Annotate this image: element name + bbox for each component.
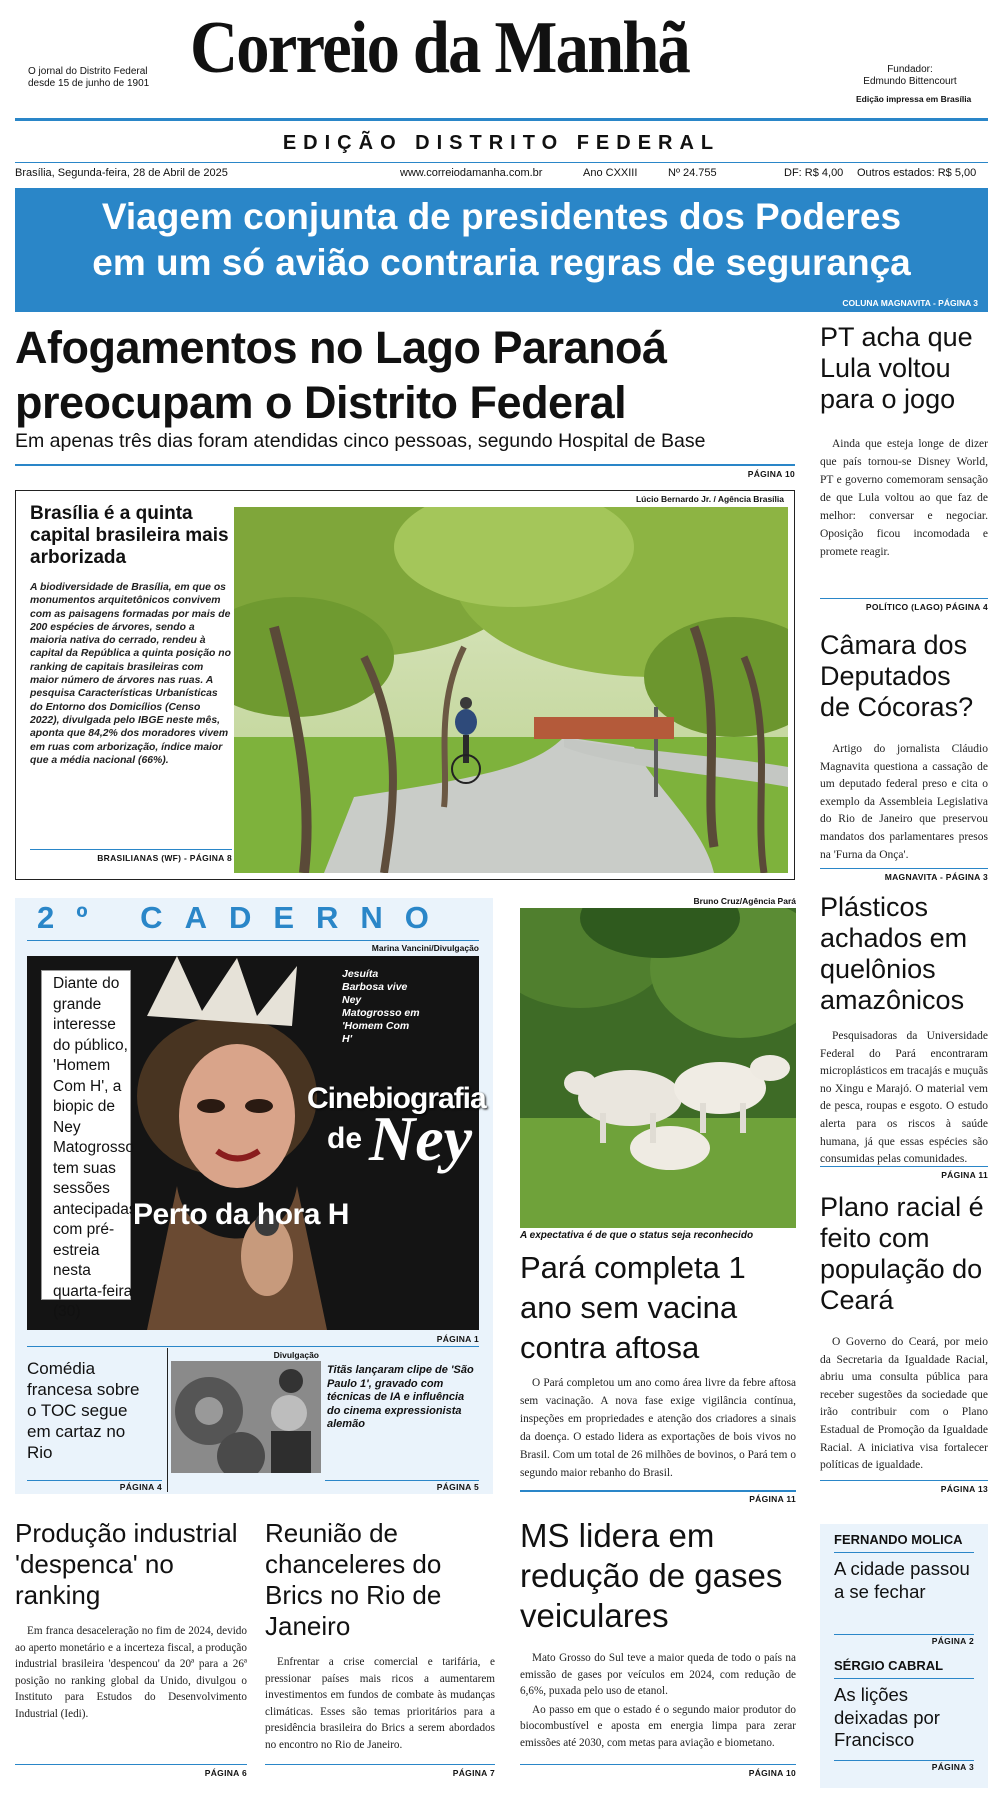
lead-ref: PÁGINA 10 <box>747 469 795 479</box>
banner-headline[interactable] <box>15 188 988 312</box>
lead-line2: preocupam o Distrito Federal <box>15 377 627 428</box>
para-title[interactable]: Pará completa 1 ano sem vacina contra aftosa <box>520 1250 746 1365</box>
caderno-sub1-ref: PÁGINA 4 <box>119 1482 162 1492</box>
columnists-box <box>820 1524 988 1788</box>
caderno-intro: Diante do grande interesse do público, 'Homem Com H', a biopic de Ney Matogrosso tem suas sessões antecipadas com pré-estreia nesta quarta-feira (30) <box>53 975 137 1320</box>
feature-ref: BRASILIANAS (WF) - PÁGINA 8 <box>97 853 232 863</box>
side-rule-4 <box>820 1480 988 1481</box>
caderno-caption: Jesuíta Barbosa vive Ney Matogrosso em 'Homem Com H' <box>342 968 420 1045</box>
caderno-sub2-text[interactable]: Titãs lançaram clipe de 'São Paulo 1', gravado com técnicas de IA e influência do cinema expressionista alemão <box>327 1364 474 1430</box>
caderno-sub2-credit: Divulgação <box>273 1350 319 1360</box>
side-article-2-ref: MAGNAVITA - PÁGINA 3 <box>884 872 988 882</box>
caderno-sub2-rule <box>325 1480 479 1481</box>
para-ref: PÁGINA 11 <box>749 1494 796 1504</box>
lead-subtitle: Em apenas três dias foram atendidas cinco pessoas, segundo Hospital de Base <box>15 430 706 452</box>
banner-line1: Viagem conjunta de presidentes dos Poderes <box>101 196 902 237</box>
park-photo-image <box>234 507 788 873</box>
side-article-1-body: Ainda que esteja longe de dizer que país tornou-se Disney World, PT e governo comemoram sensação de que Lula voltou ao que faz de melhor: conversar e negociar. Oposição ficou incomodada e promete reagir. <box>820 438 988 558</box>
tagline-line2: desde 15 de junho de 1901 <box>28 78 150 89</box>
caderno-section[interactable] <box>15 898 493 1494</box>
side-article-3[interactable] <box>820 892 988 1169</box>
caderno-sub1-title[interactable]: Comédia francesa sobre o TOC segue em cartaz no Rio <box>27 1359 140 1462</box>
caderno-headline-2: de <box>327 1122 363 1155</box>
bottom-article-3-body2: Ao passo em que o estado é o segundo maior produtor do biocombustível e aposta em energia limpa para zerar emissões até 2030, com metas para aviação e biometano. <box>520 1703 796 1749</box>
banner-line2: em um só avião contraria regras de segurança <box>92 242 911 283</box>
side-article-1-title: PT acha que Lula voltou para o jogo <box>820 322 973 414</box>
bottom-rule-1 <box>15 1764 247 1765</box>
bottom-article-1-body: Em franca desaceleração no fim de 2024, devido ao aperto monetário e a incerteza fiscal, a produção industrial brasileira 'despencou' da 20ª para a 26ª posição no ranking global da Unido, divulgou o Instituto para Estudos do Desenvolvimento Industrial (Iedi). <box>15 1625 247 1720</box>
side-rule-1 <box>820 598 988 599</box>
lead-rule <box>15 464 795 466</box>
side-article-4[interactable] <box>820 1192 988 1475</box>
caderno-credit: Marina Vancini/Divulgação <box>371 943 479 953</box>
side-article-3-body: Pesquisadoras da Universidade Federal do Pará encontraram microplásticos em tracajás e muçuãs no Xingu e Marajó. O material vem de pesca, roupas e esgoto. O estudo alerta para os riscos à saúde humana, já que essas espécies são consumidas pelas comunidades. <box>820 1030 988 1166</box>
bottom-article-1[interactable] <box>15 1518 247 1722</box>
dateline-date: Brasília, Segunda-feira, 28 de Abril de 2025 <box>15 167 228 179</box>
columnist-2-name: SÉRGIO CABRAL <box>834 1658 944 1673</box>
columnist-2-rule <box>834 1678 974 1679</box>
lead-headline[interactable] <box>15 320 795 430</box>
dateline-year: Ano CXXIII <box>583 167 638 179</box>
side-article-4-title: Plano racial é feito com população do Ceará <box>820 1192 984 1315</box>
columnist-1-ref: PÁGINA 2 <box>931 1636 974 1646</box>
bottom-article-2-ref: PÁGINA 7 <box>452 1768 495 1778</box>
masthead-tagline <box>28 66 178 90</box>
titas-photo-image <box>171 1361 321 1473</box>
founder-name: Edmundo Bittencourt <box>863 76 957 87</box>
side-article-2-title: Câmara dos Deputados de Cócoras? <box>820 630 974 722</box>
side-rule-2 <box>820 868 988 869</box>
dateline-issue: Nº 24.755 <box>668 167 717 179</box>
columnist-2-rule-bottom <box>834 1760 974 1761</box>
side-article-3-ref: PÁGINA 11 <box>941 1170 988 1180</box>
caderno-sub2-ref: PÁGINA 5 <box>436 1482 479 1492</box>
titas-photo <box>171 1361 321 1473</box>
side-article-4-ref: PÁGINA 13 <box>940 1484 988 1494</box>
para-rule <box>520 1490 796 1492</box>
columnist-1-name: FERNANDO MOLICA <box>834 1532 963 1547</box>
dateline-website[interactable]: www.correiodamanha.com.br <box>400 167 543 179</box>
bottom-article-3-title: MS lidera em redução de gases veiculares <box>520 1517 783 1634</box>
bottom-article-3[interactable] <box>520 1516 796 1751</box>
bottom-rule-3 <box>520 1764 796 1765</box>
edition-label: EDIÇÃO DISTRITO FEDERAL <box>282 132 721 154</box>
columnist-1-rule-bottom <box>834 1634 974 1635</box>
side-article-1[interactable] <box>820 322 988 561</box>
caderno-sub1-rule <box>27 1480 162 1481</box>
side-rule-3 <box>820 1166 988 1167</box>
feature-box[interactable] <box>15 490 795 880</box>
bottom-article-1-title: Produção industrial 'despenca' no ranking <box>15 1518 238 1610</box>
masthead-rule-top <box>15 118 988 121</box>
caderno-header: 2º CADERNO <box>37 900 451 935</box>
masthead-founder <box>840 64 980 88</box>
para-body: O Pará completou um ano como área livre da febre aftosa sem vacinação. A nova fase exige vigilância contínua, inspeções em propriedades e atenção dos criadores a sinais da doença. O estado lidera as exportações de bois vivos no Brasil. Com um total de 26 milhões de bovinos, o Pará tem o segundo maior rebanho do Brasil. <box>520 1377 796 1479</box>
cattle-photo <box>520 908 796 1228</box>
side-article-2[interactable] <box>820 630 988 864</box>
lead-line1: Afogamentos no Lago Paranoá <box>15 322 667 373</box>
caderno-headline-1: Cinebiografia <box>307 1082 486 1115</box>
feature-title: Brasília é a quinta capital brasileira mais arborizada <box>30 503 229 568</box>
side-article-1-ref: POLÍTICO (LAGO) PÁGINA 4 <box>865 602 988 612</box>
print-edition-note: Edição impressa em Brasília <box>856 94 972 104</box>
caderno-rule <box>27 940 479 941</box>
side-article-3-title: Plásticos achados em quelônios amazônicos <box>820 892 968 1015</box>
masthead-title[interactable]: Correio da Manhã <box>190 7 690 89</box>
tagline-line1: O jornal do Distrito Federal <box>28 66 148 77</box>
feature-body: A biodiversidade de Brasília, em que os monumentos arquitetônicos convivem com as paisagens formadas por mais de 200 espécies de árvores, sendo a maioria nativa do cerrado, rendeu à capital da República a quinta posição no ranking de capitais brasileiras com maior número de árvores nas ruas. A pesquisa Características Urbanísticas do Entorno dos Domicílios (Censo 2022), divulgada pelo IBGE neste mês, aponta que 84,2% dos moradores vivem em ruas com arborização, índice maior que a média nacional (66%). <box>30 582 231 766</box>
para-credit: Bruno Cruz/Agência Pará <box>693 896 796 906</box>
masthead-rule-mid <box>15 162 988 163</box>
banner-ref: COLUNA MAGNAVITA - PÁGINA 3 <box>842 298 978 308</box>
columnist-1-title[interactable]: A cidade passou a se fechar <box>834 1558 970 1602</box>
bottom-article-3-body1: Mato Grosso do Sul teve a maior queda de todo o país na emissão de gases por veículos em 2024, com redução de 6,6%, puxada pelo uso de etanol. <box>520 1652 796 1697</box>
caderno-sub-divider <box>167 1348 168 1492</box>
columnist-2-ref: PÁGINA 3 <box>931 1762 974 1772</box>
founder-label: Fundador: <box>887 64 933 75</box>
dateline-price-df: DF: R$ 4,00 <box>784 167 844 179</box>
park-photo <box>234 507 788 873</box>
cattle-photo-image <box>520 908 796 1228</box>
columnist-1-rule <box>834 1552 974 1553</box>
bottom-article-1-ref: PÁGINA 6 <box>204 1768 247 1778</box>
bottom-article-2[interactable] <box>265 1518 495 1753</box>
caderno-headline-4: Perto da hora H <box>133 1198 349 1231</box>
side-article-4-body: O Governo do Ceará, por meio da Secretaria da Igualdade Racial, abriu uma consulta pública para receber sugestões da sociedade que irão contribuir com o Plano Estadual de Promoção da Igualdade Racial. A iniciativa visa fortalecer políticas de igualdade. <box>820 1336 988 1472</box>
bottom-article-3-ref: PÁGINA 10 <box>748 1768 796 1778</box>
feature-credit: Lúcio Bernardo Jr. / Agência Brasília <box>635 494 784 504</box>
dateline <box>15 167 988 183</box>
para-caption: A expectativa é de que o status seja reconhecido <box>520 1230 754 1241</box>
columnist-2-title[interactable]: As lições deixadas por Francisco <box>834 1684 940 1750</box>
side-article-2-body: Artigo do jornalista Cláudio Magnavita questiona a cassação de um deputado federal preso e cita o exemplo da Assembleia Legislativa do Rio de Janeiro que preservou mandatos dos parlamentares presos na 'Furna da Onça'. <box>820 743 988 861</box>
bottom-article-2-body: Enfrentar a crise comercial e tarifária, e pressionar países mais ricos a aumentarem investimentos em fundos de combate às mudanças climáticas. Esses são temas prioritários para a presidência brasileira do Brics a serem abordados no encontro no Rio de Janeiro. <box>265 1656 495 1751</box>
dateline-price-other: Outros estados: R$ 5,00 <box>857 167 977 179</box>
bottom-rule-2 <box>265 1764 495 1765</box>
caderno-headline-3: Ney <box>369 1103 473 1174</box>
caderno-sub-rule <box>27 1346 479 1347</box>
feature-rule <box>30 849 232 850</box>
bottom-article-2-title: Reunião de chanceleres do Brics no Rio de Janeiro <box>265 1518 442 1641</box>
caderno-ref: PÁGINA 1 <box>436 1334 479 1344</box>
